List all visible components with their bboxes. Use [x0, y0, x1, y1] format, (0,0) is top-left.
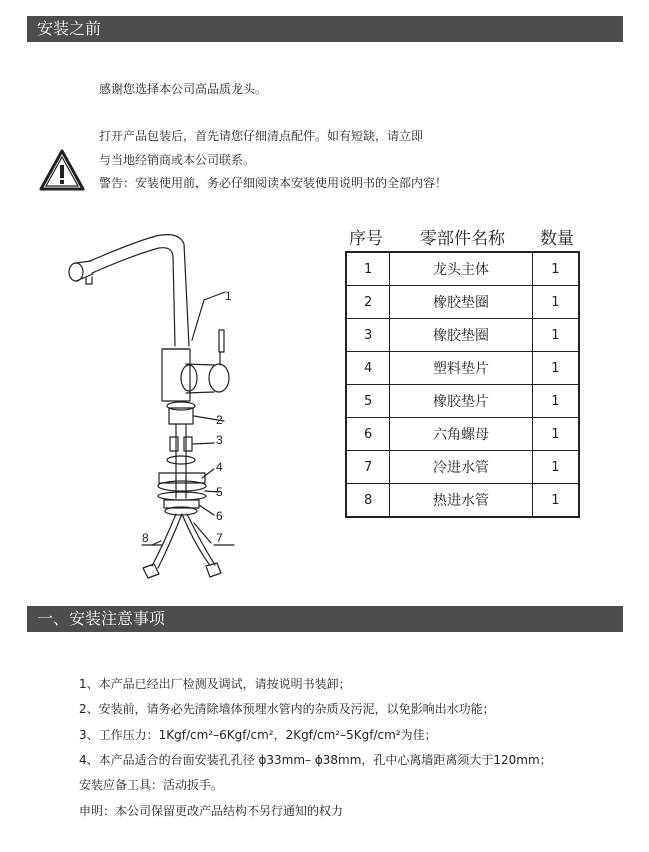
section-title: 安装之前	[37, 19, 102, 38]
section-header-before-install	[27, 16, 623, 42]
callout-2: 2	[216, 413, 223, 427]
part-name: 冷进水管	[390, 451, 533, 484]
part-no: 1	[346, 252, 390, 286]
part-no: 7	[346, 451, 390, 484]
header-name: 零部件名称	[420, 229, 505, 249]
part-qty: 1	[532, 252, 579, 286]
part-name: 热进水管	[390, 484, 533, 518]
part-name: 龙头主体	[390, 252, 533, 286]
note-item: 1、本产品已经出厂检测及调试，请按说明书装卸；	[79, 677, 351, 691]
part-qty: 1	[532, 352, 579, 385]
part-name: 塑料垫片	[390, 352, 533, 385]
part-qty: 1	[532, 451, 579, 484]
warning-triangle-icon	[38, 148, 86, 192]
note-item: 4、本产品适合的台面安装孔孔径 ϕ33mm– ϕ38mm，孔中心离墙距离须大于120mm；	[79, 753, 552, 767]
part-name: 橡胶垫圈	[390, 286, 533, 319]
part-no: 2	[346, 286, 390, 319]
callout-5: 5	[216, 485, 223, 499]
parts-table	[345, 251, 580, 518]
check-parts-line2: 与当地经销商或本公司联系。	[99, 153, 256, 167]
table-row	[346, 385, 579, 418]
thanks-text: 感谢您选择本公司高品质龙头。	[99, 82, 268, 96]
callout-7: 7	[216, 531, 223, 545]
part-qty: 1	[532, 385, 579, 418]
part-name: 橡胶垫片	[390, 385, 533, 418]
callout-1: 1	[225, 289, 232, 303]
disclaimer-note: 申明：本公司保留更改产品结构不另行通知的权力	[79, 804, 344, 818]
callout-3: 3	[216, 433, 223, 447]
part-qty: 1	[532, 418, 579, 451]
table-row	[346, 352, 579, 385]
note-item: 3、工作压力：1Kgf/cm²–6Kgf/cm²，2Kgf/cm²–5Kgf/cm²为佳；	[79, 728, 437, 742]
table-row	[346, 418, 579, 451]
part-qty: 1	[532, 484, 579, 518]
header-qty: 数量	[540, 229, 574, 249]
callout-8: 8	[142, 531, 149, 545]
part-no: 5	[346, 385, 390, 418]
part-no: 3	[346, 319, 390, 352]
part-name: 六角螺母	[390, 418, 533, 451]
warning-text: 警告：安装使用前，务必仔细阅读本安装使用说明书的全部内容！	[99, 176, 448, 190]
table-row	[346, 484, 579, 518]
check-parts-line1: 打开产品包装后，首先请您仔细清点配件。如有短缺，请立即	[99, 129, 424, 143]
section-title: 一、安装注意事项	[37, 609, 166, 628]
part-no: 6	[346, 418, 390, 451]
table-row	[346, 451, 579, 484]
part-name: 橡胶垫圈	[390, 319, 533, 352]
tools-note: 安装应备工具：活动扳手。	[79, 778, 224, 792]
part-no: 4	[346, 352, 390, 385]
section-header-install-notes	[27, 606, 623, 632]
part-no: 8	[346, 484, 390, 518]
parts-table-header	[345, 224, 581, 248]
table-row	[346, 286, 579, 319]
part-qty: 1	[532, 286, 579, 319]
note-item: 2、安装前，请务必先清除墙体预埋水管内的杂质及污泥，以免影响出水功能；	[79, 702, 495, 716]
table-row	[346, 319, 579, 352]
callout-6: 6	[216, 509, 223, 523]
part-qty: 1	[532, 319, 579, 352]
table-row	[346, 252, 579, 286]
header-no: 序号	[349, 229, 383, 249]
callout-4: 4	[216, 460, 223, 474]
faucet-diagram	[64, 228, 244, 588]
